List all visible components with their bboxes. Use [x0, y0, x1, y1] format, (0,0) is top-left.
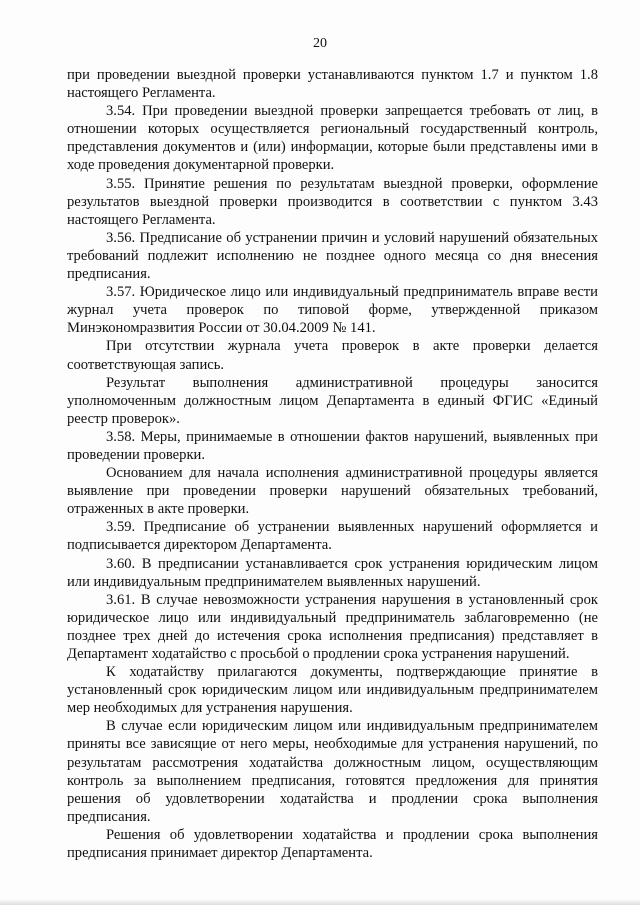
scan-edge-shadow	[0, 899, 640, 905]
paragraph-journal-absence: При отсутствии журнала учета проверок в акте проверки делается соответствующая запись.	[67, 338, 598, 373]
paragraph-3-57: 3.57. Юридическое лицо или индивидуальный предприниматель вправе вести журнал учета проверок по типовой форме, утвержденной приказом Минэкономразвития России от 30.04.2009 № 141.	[67, 284, 598, 337]
paragraph-3-55: 3.55. Принятие решения по результатам выездной проверки, оформление результатов выездной проверки производится в соответствии с пунктом 3.43 настоящего Регламента.	[67, 175, 598, 228]
paragraph-result-registry: Результат выполнения административной процедуры заносится уполномоченным должностным лицом Департамента в единый ФГИС «Единый реестр проверок».	[67, 374, 598, 427]
paragraph-petition-documents: К ходатайству прилагаются документы, подтверждающие принятие в установленный срок юридическим лицом или индивидуальным предпринимателем мер необходимых для устранения нарушения.	[67, 664, 598, 717]
paragraph-3-59: 3.59. Предписание об устранении выявленных нарушений оформляется и подписывается директором Департамента.	[67, 519, 598, 554]
paragraph-measures-taken: В случае если юридическим лицом или индивидуальным предпринимателем приняты все зависящие от него меры, необходимые для устранения нарушений, по результатам рассмотрения ходатайства должностным лицом, осуществляющим контроль за выполнением предписания, готовятся предложения для принятия решения об удовлетворении ходатайства и продлении срока выполнения предписания.	[67, 718, 598, 825]
page-number: 20	[313, 36, 327, 51]
paragraph-3-58: 3.58. Меры, принимаемые в отношении фактов нарушений, выявленных при проведении проверки.	[67, 428, 598, 463]
document-body	[67, 66, 598, 862]
paragraph-decisions: Решения об удовлетворении ходатайства и продлении срока выполнения предписания принимает директор Департамента.	[67, 826, 598, 862]
paragraph-3-61: 3.61. В случае невозможности устранения нарушения в установленный срок юридическое лицо или индивидуальный предприниматель заблаговременно (не позднее трех дней до истечения срока исполнения предписания) представляет в Департамент ходатайство с просьбой о продлении срока устранения нарушений.	[67, 591, 598, 662]
paragraph-3-56: 3.56. Предписание об устранении причин и условий нарушений обязательных требований подлежит исполнению не позднее одного месяца со дня внесения предписания.	[67, 229, 598, 283]
paragraph-3-60: 3.60. В предписании устанавливается срок устранения юридическим лицом или индивидуальным предпринимателем выявленных нарушений.	[67, 555, 598, 590]
paragraph-continuation: при проведении выездной проверки устанавливаются пунктом 1.7 и пунктом 1.8 настоящего Регламента.	[67, 67, 598, 102]
paragraph-basis: Основанием для начала исполнения административной процедуры является выявление при проведении проверки нарушений обязательных требований, отраженных в акте проверки.	[67, 465, 598, 518]
paragraph-3-54: 3.54. При проведении выездной проверки запрещается требовать от лиц, в отношении которых осуществляется региональный государственный контроль, представления документов и (или) информации, которые были представлены ими в ходе проведения документарной проверки.	[67, 103, 598, 174]
